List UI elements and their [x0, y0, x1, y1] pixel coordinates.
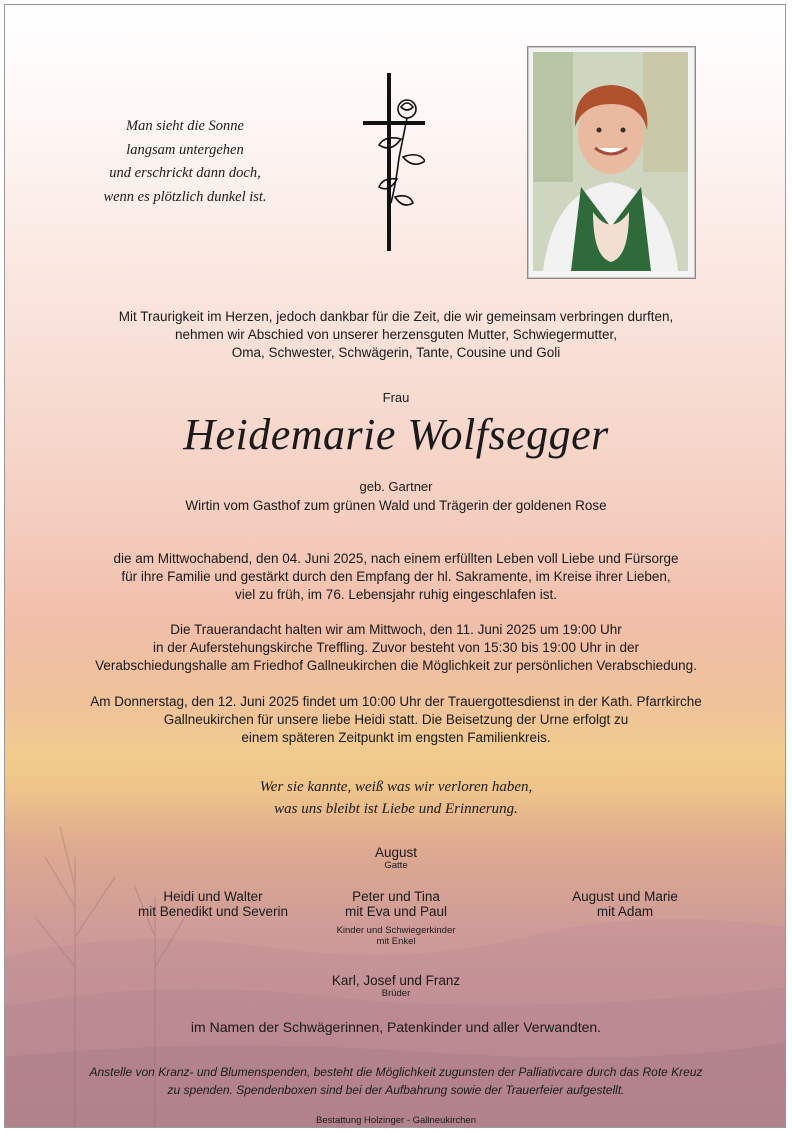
poem-line: wenn es plötzlich dunkel ist.: [103, 188, 267, 205]
brothers-role: Brüder: [381, 988, 411, 999]
brothers-block: [5, 973, 786, 999]
spouse-block: [5, 845, 786, 871]
death-notice-line: für ihre Familie und gestärkt durch den Empfang der hl. Sakramente, im Kreise ihrer Lieben,: [121, 569, 671, 584]
poem-line: langsam untergehen: [126, 141, 244, 158]
deceased-name: Heidemarie Wolfsegger: [183, 410, 609, 459]
death-notice-paragraph: [5, 550, 786, 604]
portrait-illustration: [533, 52, 688, 271]
intro-paragraph: [5, 308, 786, 362]
donation-note-line: Anstelle von Kranz- und Blumenspenden, besteht die Möglichkeit zugunsten der Palliativcare durch das Rote Kreuz: [89, 1065, 703, 1079]
funeral-paragraph: [5, 693, 786, 747]
vigil-line: in der Auferstehungskirche Treffling. Zuvor besteht von 15:30 bis 19:00 Uhr in der: [152, 640, 640, 655]
donation-note-line: zu spenden. Spendenboxen sind bei der Aufbahrung sowie der Trauerfeier aufgestellt.: [167, 1083, 625, 1097]
child-names: August und Marie: [572, 889, 678, 904]
grandchildren-names: mit Benedikt und Severin: [137, 904, 289, 919]
donation-note: [5, 1063, 786, 1099]
vigil-paragraph: [5, 621, 786, 675]
child-names: Peter und Tina: [352, 889, 440, 904]
intro-line: Oma, Schwester, Schwägerin, Tante, Cousine und Goli: [231, 345, 561, 360]
poem-line: und erschrickt dann doch,: [109, 165, 261, 181]
spouse-role: Gatte: [384, 860, 408, 871]
funeral-line: Gallneukirchen für unsere liebe Heidi statt. Die Beisetzung der Urne erfolgt zu: [163, 712, 629, 727]
portrait-photo: [527, 46, 696, 279]
poem-line: Man sieht die Sonne: [126, 118, 244, 134]
grandchildren-names: mit Eva und Paul: [344, 904, 448, 919]
child-block: [515, 889, 735, 919]
spouse-name: August: [374, 845, 418, 860]
quote-line: was uns bleibt ist Liebe und Erinnerung.: [274, 801, 518, 817]
birth-name: geb. Gartner: [359, 479, 433, 494]
funeral-line: einem späteren Zeitpunkt im engsten Familienkreis.: [241, 730, 551, 745]
closing-line: im Namen der Schwägerinnen, Patenkinder und aller Verwandten.: [190, 1019, 602, 1035]
obituary-sheet: [4, 4, 786, 1128]
cross-with-rose-icon: [355, 69, 425, 254]
salutation: Frau: [382, 390, 410, 405]
death-notice-line: viel zu früh, im 76. Lebensjahr ruhig eingeschlafen ist.: [235, 587, 557, 602]
intro-line: nehmen wir Abschied von unserer herzensguten Mutter, Schwiegermutter,: [175, 327, 617, 342]
vigil-line: Verabschiedungshalle am Friedhof Gallneukirchen die Möglichkeit zur persönlichen Verabschiedung.: [95, 658, 697, 673]
funeral-line: Am Donnerstag, den 12. Juni 2025 findet um 10:00 Uhr der Trauergottesdienst in der Kath. Pfarrkirche: [90, 694, 702, 709]
grandchildren-role: mit Enkel: [376, 936, 416, 947]
child-names: Heidi und Walter: [163, 889, 263, 904]
child-block: [286, 889, 506, 947]
quote-line: Wer sie kannte, weiß was wir verloren haben,: [259, 779, 533, 795]
death-notice-line: die am Mittwochabend, den 04. Juni 2025, nach einem erfüllten Leben voll Liebe und Fürsorge: [113, 551, 679, 566]
grandchildren-names: mit Adam: [596, 904, 654, 919]
memorial-quote: [5, 776, 786, 820]
poem: [75, 115, 295, 209]
intro-line: Mit Traurigkeit im Herzen, jedoch dankbar für die Zeit, die wir gemeinsam verbringen durften,: [118, 309, 674, 324]
deceased-description: Wirtin vom Gasthof zum grünen Wald und Trägerin der goldenen Rose: [185, 498, 607, 513]
children-role: Kinder und Schwiegerkinder: [336, 925, 456, 936]
brothers-names: Karl, Josef und Franz: [331, 973, 461, 988]
undertaker-footer: Bestattung Holzinger - Gallneukirchen: [315, 1115, 476, 1126]
vigil-line: Die Trauerandacht halten wir am Mittwoch, den 11. Juni 2025 um 19:00 Uhr: [170, 622, 622, 637]
